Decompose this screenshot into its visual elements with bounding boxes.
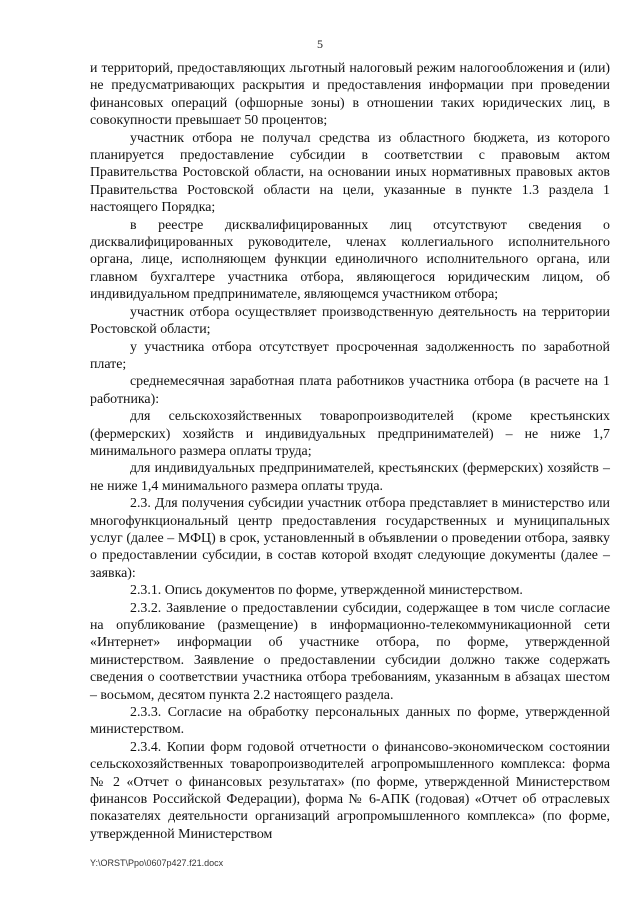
paragraph: участник отбора не получал средства из областного бюджета, из которого планируется предоставление субсидии в соответствии с правовым актом Правительства Ростовской области, на основании иных нормативных правовых актов Правительства Ростовской области на цели, указанные в пункте 1.3 раздела 1 настоящего Порядка; [90, 130, 610, 216]
paragraph: среднемесячная заработная плата работников участника отбора (в расчете на 1 работника): [90, 374, 610, 407]
paragraph: 2.3.3. Согласие на обработку персональных данных по форме, утвержденной министерством. [90, 705, 610, 738]
paragraph: участник отбора осуществляет производственную деятельность на территории Ростовской области; [90, 304, 610, 338]
document-body [90, 60, 610, 843]
file-path-footer: Y:\ORST\Ppo\0607p427.f21.docx [90, 858, 224, 868]
paragraph: 2.3. Для получения субсидии участник отбора представляет в министерство или многофункциональный центр предоставления государственных и муниципальных услуг (далее – МФЦ) в срок, установленный в объявлении о проведении отбора, заявку о предоставлении субсидии, в состав которой входят следующие документы (далее – заявка): [90, 496, 610, 581]
paragraph: 2.3.2. Заявление о предоставлении субсидии, содержащее в том числе согласие на опубликование (размещение) в информационно-телекоммуникационной сети «Интернет» информации об участнике отбора, по форме, утвержденной министерством. Заявление о предоставлении субсидии должно также содержать сведения о соответствии участника отбора требованиям, указанным в абзацах шестом – восьмом, десятом пункта 2.2 настоящего раздела. [90, 600, 610, 703]
paragraph: 2.3.4. Копии форм годовой отчетности о финансово-экономическом состоянии сельскохозяйственных товаропроизводителей агропромышленного комплекса: форма № 2 «Отчет о финансовых результатах» (по форме, утвержденной Министерством финансов Российской Федерации), форма № 6-АПК (годовая) «Отчет об отраслевых показателях деятельности организаций агропромышленного комплекса» (по форме, утвержденной Министерством [90, 739, 610, 842]
paragraph: и территорий, предоставляющих льготный налоговый режим налогообложения и (или) не предусматривающих раскрытия и предоставления информации при проведении финансовых операций (офшорные зоны) в отношении таких юридических лиц, в совокупности превышает 50 процентов; [90, 61, 610, 129]
paragraph: для индивидуальных предпринимателей, крестьянских (фермерских) хозяйств – не ниже 1,4 минимального размера оплаты труда. [90, 461, 610, 494]
page-number: 5 [317, 37, 323, 51]
paragraph: у участника отбора отсутствует просроченная задолженность по заработной плате; [90, 339, 610, 372]
paragraph: 2.3.1. Опись документов по форме, утвержденной министерством. [130, 583, 523, 599]
paragraph: в реестре дисквалифицированных лиц отсутствуют сведения о дисквалифицированных руководителе, членах коллегиального исполнительного органа, лице, исполняющем функции единоличного исполнительного органа, или главном бухгалтере участника отбора, являющегося юридическим лицом, об индивидуальном предпринимателе, являющемся участником отбора; [90, 217, 610, 303]
paragraph: для сельскохозяйственных товаропроизводителей (кроме крестьянских (фермерских) хозяйств и индивидуальных предпринимателей) – не ниже 1,7 минимального размера оплаты труда; [90, 409, 610, 459]
